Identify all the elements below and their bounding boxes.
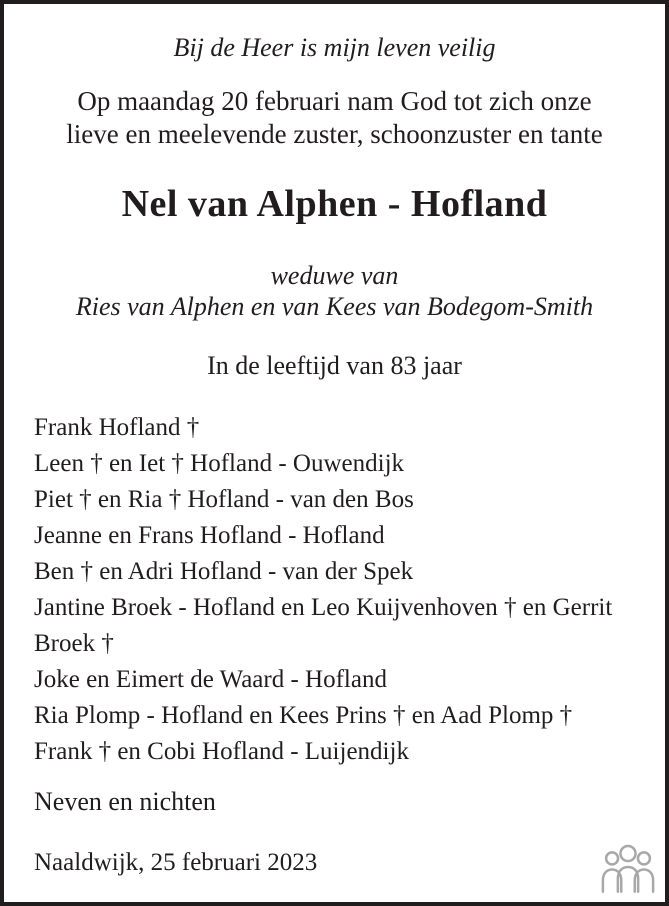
relative-line: Leen † en Iet † Hofland - Ouwendijk <box>34 450 405 477</box>
age-line: In de leeftijd van 83 jaar <box>207 351 462 380</box>
family-people-icon <box>600 843 656 893</box>
obituary-content <box>4 4 665 878</box>
scripture-quote: Bij de Heer is mijn leven veilig <box>173 33 496 62</box>
relative-line: Jeanne en Frans Hofland - Hofland <box>34 522 385 549</box>
place-date-line: Naaldwijk, 25 februari 2023 <box>34 849 318 876</box>
relative-line: Jantine Broek - Hofland en Leo Kuijvenhoven † en Gerrit Broek † <box>34 594 613 657</box>
relative-line: Joke en Eimert de Waard - Hofland <box>34 666 387 693</box>
relative-line: Frank Hofland † <box>34 414 200 441</box>
intro-paragraph <box>34 85 635 151</box>
relative-line: Frank † en Cobi Hofland - Luijendijk <box>34 738 409 765</box>
deceased-name: Nel van Alphen - Hofland <box>121 183 548 225</box>
relative-line: Ria Plomp - Hofland en Kees Prins † en Aad Plomp † <box>34 702 573 729</box>
relatives-list <box>34 410 635 770</box>
intro-line-2: lieve en meelevende zuster, schoonzuster en tante <box>66 119 603 149</box>
widow-of-names: Ries van Alphen en van Kees van Bodegom-Smith <box>75 292 594 321</box>
relative-line: Piet † en Ria † Hofland - van den Bos <box>34 486 414 513</box>
intro-line-1: Op maandag 20 februari nam God tot zich onze <box>77 86 592 116</box>
closing-line: Neven en nichten <box>34 787 216 816</box>
widow-block <box>34 260 635 322</box>
relative-line: Ben † en Adri Hofland - van der Spek <box>34 558 414 585</box>
widow-label: weduwe van <box>270 261 399 290</box>
